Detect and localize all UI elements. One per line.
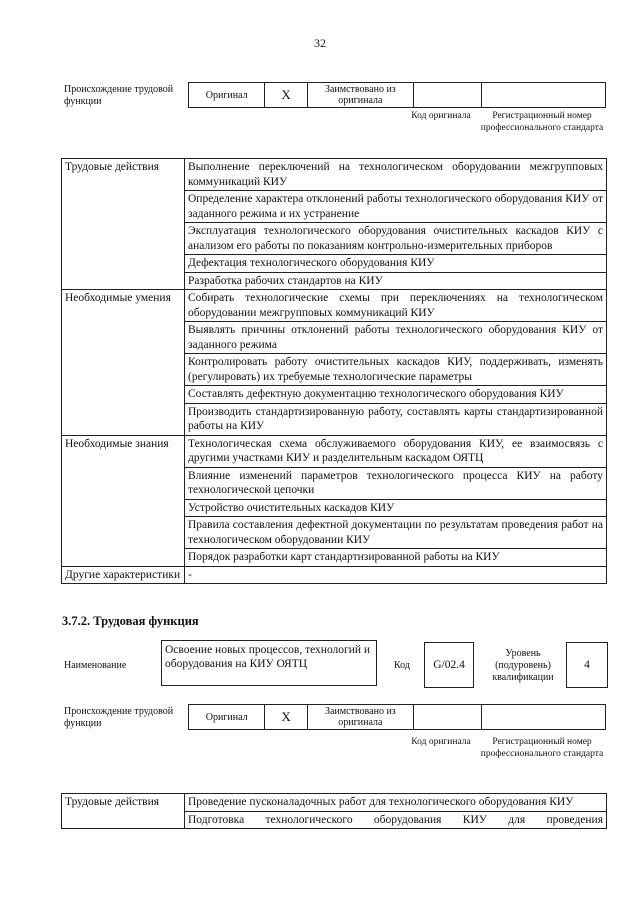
code-caption: Код оригинала [411, 111, 471, 121]
table-cell: Определение характера отклонений работы технологического оборудования КИУ от заданного режима и их устранение [185, 191, 607, 223]
table-row [62, 435, 607, 467]
borrowed-label-2: Заимствовано из оригинала [307, 705, 413, 730]
table-cell: Подготовка технологического оборудования КИУ для проведения [185, 811, 607, 829]
category-labor-actions: Трудовые действия [62, 159, 185, 290]
reg-number-cell-2 [481, 705, 605, 730]
table-row [62, 566, 607, 584]
table-cell: Контролировать работу очистительных каскадов КИУ, поддерживать, изменять (регулировать) их требуемые технологические параметры [185, 354, 607, 386]
original-label-2: Оригинал [189, 705, 265, 730]
table-cell: Разработка рабочих стандартов на КИУ [185, 272, 607, 290]
table-cell: Правила составления дефектной документации по результатам проведения работ на технологическом оборудовании КИУ [185, 517, 607, 549]
reg-caption: Регистрационный номер профессионального стандарта [480, 111, 604, 133]
table-row [62, 159, 607, 191]
origin-table [188, 82, 606, 108]
table-cell: - [185, 566, 607, 584]
original-mark-2: X [265, 705, 307, 730]
category-labor-actions-2: Трудовые действия [62, 794, 185, 829]
table-cell: Устройство очистительных каскадов КИУ [185, 499, 607, 517]
table-cell: Проведение пусконаладочных работ для технологического оборудования КИУ [185, 794, 607, 812]
table-cell: Составлять дефектную документацию технологического оборудования КИУ [185, 386, 607, 404]
origin-label-2: Происхождение трудовой функции [64, 706, 174, 729]
table-row [62, 290, 607, 322]
category-other: Другие характеристики [62, 566, 185, 584]
labor-function-table [61, 158, 607, 584]
origin-table-2 [188, 704, 606, 730]
table-cell: Влияние изменений параметров технологического процесса КИУ на работу технологической цепочки [185, 467, 607, 499]
category-required-knowledge: Необходимые знания [62, 435, 185, 566]
labor-function-table-2 [61, 793, 607, 829]
table-row [62, 794, 607, 812]
table-cell: Выявлять причины отклонений работы технологического оборудования КИУ от заданного режима [185, 322, 607, 354]
table-cell: Дефектация технологического оборудования КИУ [185, 255, 607, 273]
table-cell: Выполнение переключений на технологическом оборудовании межгрупповых коммуникаций КИУ [185, 159, 607, 191]
original-mark: X [265, 83, 307, 108]
section-title: 3.7.2. Трудовая функция [62, 614, 199, 628]
code-caption-2: Код оригинала [411, 737, 471, 747]
table-cell: Эксплуатация технологического оборудования очистительных каскадов КИУ с анализом его работы по показаниям контрольно-измерительных приборов [185, 223, 607, 255]
origin-label: Происхождение трудовой функции [64, 84, 174, 107]
table-cell: Собирать технологические схемы при переключениях на технологическом оборудовании межгрупповых коммуникаций КИУ [185, 290, 607, 322]
code-label: Код [394, 660, 410, 671]
function-code-value: G/02.4 [424, 642, 474, 688]
level-value: 4 [566, 642, 608, 688]
borrowed-label: Заимствовано из оригинала [307, 83, 413, 108]
table-cell: Порядок разработки карт стандартизированной работы на КИУ [185, 549, 607, 567]
original-label: Оригинал [189, 83, 265, 108]
reg-number-cell [481, 83, 605, 108]
name-label: Наименование [64, 660, 127, 671]
table-cell: Производить стандартизированную работу, составлять карты стандартизированной работы на КИУ [185, 403, 607, 435]
original-code-cell [413, 83, 481, 108]
original-code-cell-2 [413, 705, 481, 730]
category-required-skills: Необходимые умения [62, 290, 185, 436]
table-cell: Технологическая схема обслуживаемого оборудования КИУ, ее взаимосвязь с другими участками КИУ и разделительным каскадом ОЯТЦ [185, 435, 607, 467]
function-name-value: Освоение новых процессов, технологий и оборудования на КИУ ОЯТЦ [161, 640, 377, 686]
reg-caption-2: Регистрационный номер профессионального стандарта [480, 737, 604, 759]
level-label: Уровень (подуровень) квалификации [492, 648, 554, 683]
page-number: 32 [314, 36, 326, 50]
